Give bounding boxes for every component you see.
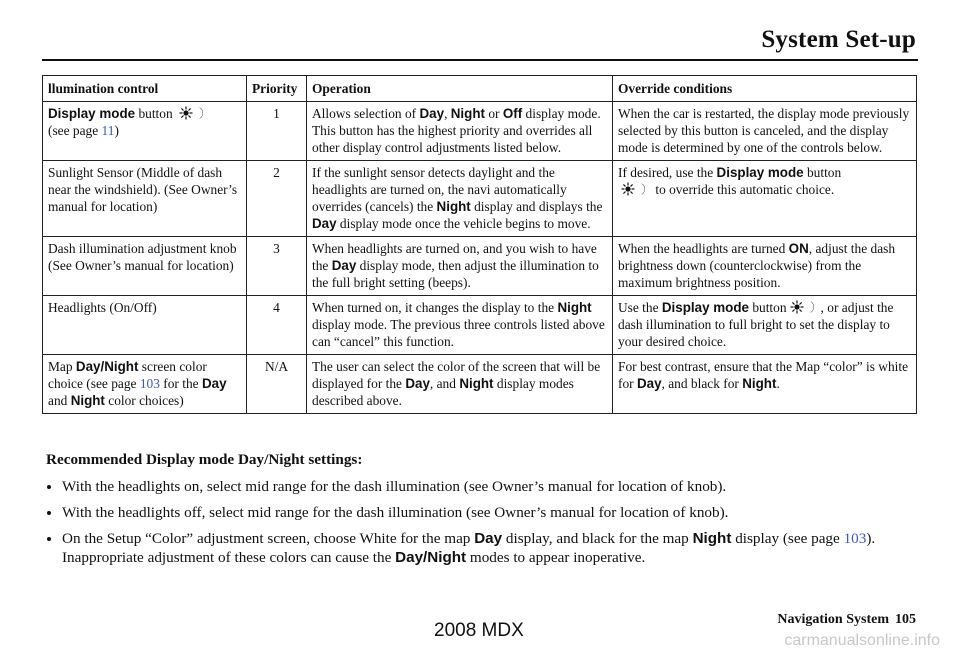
day-label: Day — [405, 376, 430, 391]
control-cell: Dash illumination adjustment knob (See Owner’s manual for location) — [43, 237, 247, 296]
model-label: 2008 MDX — [434, 620, 524, 641]
priority-cell: 3 — [247, 237, 307, 296]
operation-cell — [307, 355, 613, 414]
table-row — [43, 355, 917, 414]
table-row — [43, 296, 917, 355]
recommendations-section — [46, 450, 916, 574]
priority-cell: N/A — [247, 355, 307, 414]
control-cell — [43, 102, 247, 161]
watermark: carmanualsonline.info — [784, 632, 940, 649]
text: button — [138, 106, 173, 121]
page-footer — [777, 612, 916, 628]
text: screen color choice (see page — [48, 359, 207, 391]
day-label: Day — [331, 258, 357, 273]
text: ). Inappropriate adjustment of these colors can cause the — [62, 530, 876, 566]
operation-cell — [307, 161, 613, 237]
night-label: Night — [692, 530, 732, 547]
sun-moon-icon — [620, 182, 650, 196]
text: ) — [114, 123, 119, 138]
slash: / — [423, 549, 428, 566]
mode-label: Display mode — [716, 165, 804, 180]
table-row — [43, 237, 917, 296]
text: When turned on, it changes the display to the — [312, 300, 558, 315]
text: display (see page — [731, 530, 844, 547]
override-cell — [613, 296, 917, 355]
day-label: Day — [419, 106, 445, 121]
mode-label: Display mode — [48, 106, 136, 121]
control-cell — [43, 355, 247, 414]
override-cell: When the car is restarted, the display mode previously selected by this button is canceled, and the display mode is determined by one of the controls below. — [613, 102, 917, 161]
priority-cell: 4 — [247, 296, 307, 355]
control-cell: Headlights (On/Off) — [43, 296, 247, 355]
operation-cell — [307, 237, 613, 296]
text: display mode. The previous three controls listed above can “cancel” this function. — [312, 317, 605, 349]
text: display and displays the — [470, 199, 603, 214]
night-label: Night — [70, 393, 105, 408]
text: , and black for — [661, 376, 743, 391]
list-item — [62, 529, 916, 567]
day-label: Day — [636, 376, 662, 391]
override-cell — [613, 161, 917, 237]
text: Map — [48, 359, 76, 374]
text: modes to appear inoperative. — [466, 549, 646, 566]
page-link[interactable]: 103 — [843, 530, 867, 547]
text: For best contrast, ensure that the Map “color” is white for — [618, 359, 909, 391]
table-header-row — [43, 76, 917, 102]
column-header: Override conditions — [613, 76, 917, 102]
operation-cell — [307, 296, 613, 355]
night-label: Night — [557, 300, 592, 315]
priority-cell: 2 — [247, 161, 307, 237]
text: Use the — [618, 300, 662, 315]
night-label: Night — [427, 549, 467, 566]
text: If desired, use the — [618, 165, 717, 180]
control-cell: Sunlight Sensor (Middle of dash near the windshield). (See Owner’s manual for location) — [43, 161, 247, 237]
night-label: Night — [436, 199, 471, 214]
text: If the sunlight sensor detects daylight and the headlights are turned on, the navi automatically overrides (cancels) the — [312, 165, 567, 214]
text: display mode, then adjust the illumination to the full bright setting (beeps). — [312, 258, 599, 290]
text: button — [748, 300, 787, 315]
text: , or adjust the dash illumination to full bright to set the display to your desired choice. — [618, 300, 894, 349]
day-label: Day — [395, 549, 424, 566]
text: , and — [429, 376, 460, 391]
text: The user can select the color of the screen that will be displayed for the — [312, 359, 601, 391]
text: button — [803, 165, 842, 180]
night-label: Night — [742, 376, 777, 391]
text: (see page — [48, 123, 102, 138]
text: display, and black for the map — [502, 530, 693, 547]
text: display mode. This button has the highest priority and overrides all other display control adjustments listed below. — [312, 106, 601, 155]
page-link[interactable]: 103 — [139, 376, 160, 391]
page-title: System Set-up — [761, 26, 916, 53]
text: When headlights are turned on, and you wish to have the — [312, 241, 597, 273]
off-label: Off — [502, 106, 523, 121]
table-row — [43, 102, 917, 161]
text: color choices) — [104, 393, 184, 408]
text: . — [776, 376, 780, 391]
text: and — [48, 393, 71, 408]
page-number: 105 — [895, 612, 916, 627]
text: display mode once the vehicle begins to move. — [336, 216, 591, 231]
day-label: Day — [75, 359, 101, 374]
column-header: Priority — [247, 76, 307, 102]
text: for the — [159, 376, 202, 391]
illumination-control-table — [42, 75, 917, 414]
text: On the Setup “Color” adjustment screen, choose White for the map — [62, 530, 475, 547]
day-label: Day — [474, 530, 503, 547]
night-label: Night — [104, 359, 139, 374]
operation-cell — [307, 102, 613, 161]
table-row — [43, 161, 917, 237]
text: or — [484, 106, 503, 121]
text: When the headlights are turned — [618, 241, 789, 256]
slash: / — [100, 359, 105, 374]
mode-label: Display mode — [661, 300, 749, 315]
text: , adjust the dash brightness down (counterclockwise) from the maximum brightness position. — [618, 241, 896, 290]
sun-moon-icon — [178, 106, 208, 120]
day-label: Day — [312, 216, 337, 231]
list-item: • With the headlights off, select mid range for the dash illumination (see Owner’s manual for location of knob). — [62, 503, 916, 522]
text: Allows selection of — [312, 106, 420, 121]
recommendations-list — [46, 477, 916, 567]
text: , — [444, 106, 451, 121]
title-divider — [42, 59, 918, 61]
day-label: Day — [201, 376, 227, 391]
text: display modes described above. — [312, 376, 574, 408]
page-link[interactable]: 11 — [101, 123, 115, 138]
override-cell — [613, 237, 917, 296]
night-label: Night — [459, 376, 494, 391]
column-header: Operation — [307, 76, 613, 102]
on-label: ON — [788, 241, 809, 256]
priority-cell: 1 — [247, 102, 307, 161]
text: to override this automatic choice. — [652, 182, 835, 197]
sun-moon-icon — [789, 300, 819, 314]
manual-name: Navigation System — [777, 612, 889, 627]
recommendations-heading: Recommended Display mode Day/Night settings: — [46, 451, 363, 468]
night-label: Night — [450, 106, 485, 121]
list-item: • With the headlights on, select mid range for the dash illumination (see Owner’s manual for location of knob). — [62, 477, 916, 496]
override-cell — [613, 355, 917, 414]
column-header: llumination control — [43, 76, 247, 102]
